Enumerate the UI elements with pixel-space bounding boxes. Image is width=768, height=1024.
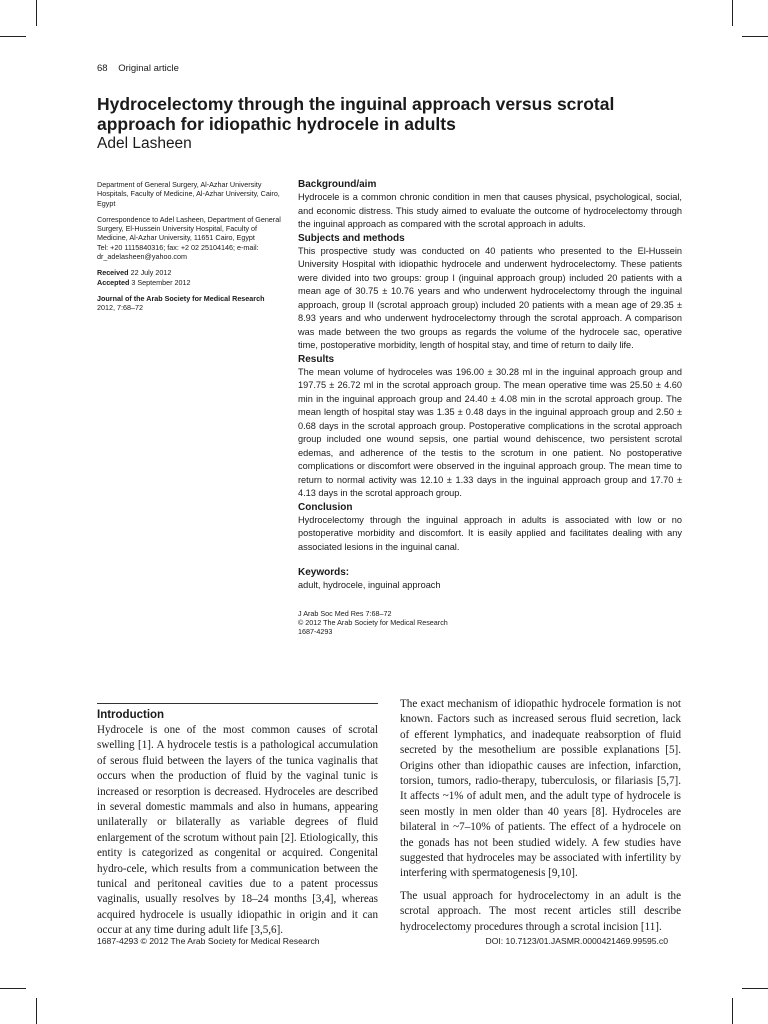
results-heading: Results xyxy=(298,353,335,365)
crop-mark xyxy=(742,36,768,37)
abstract xyxy=(298,178,682,636)
crop-mark xyxy=(742,988,768,989)
crop-mark xyxy=(732,0,733,26)
received-label: Received xyxy=(97,268,129,278)
issn-line: 1687-4293 xyxy=(298,627,333,637)
crop-mark xyxy=(36,0,37,26)
right-column xyxy=(400,697,681,935)
background-text: Hydrocele is a common chronic condition in men that causes physical, psychological, social, and economic distress. This study aimed to evaluate the outcome of hydrocelectomy through the inguinal approach as compared with the scrotal approach in adults. xyxy=(298,192,682,229)
section-divider xyxy=(97,703,378,704)
results-text: The mean volume of hydroceles was 196.00 ± 30.28 ml in the inguinal approach group and 197.75 ± 26.72 ml in the scrotal approach group. The mean operative time was 25.50 ± 4.60 min in the inguinal approach group and 24.40 ± 4.08 min in the scrotal approach group. The mean length of hospital stay was 1.35 ± 0.48 days in the inguinal approach group and 2.50 ± 0.68 days in the scrotal approach group. Postoperative complications in the scrotal approach group included one wound sepsis, one partial wound dehiscence, two persistent scrotal edemas, and adherence of the testis to the scrotum in one patient. No postoperative complications or discomfort were observed in the inguinal approach group. The mean time to return to normal activity was 12.10 ± 1.33 days in the inguinal approach group and 17.70 ± 4.13 days in the scrotal approach group. xyxy=(298,366,682,498)
author-name: Adel Lasheen xyxy=(97,135,192,152)
copyright-line: © 2012 The Arab Society for Medical Research xyxy=(298,617,448,627)
affiliation: Department of General Surgery, Al-Azhar University Hospitals, Faculty of Medicine, Al-Azhar University, Cairo, Egypt xyxy=(97,180,280,208)
crop-mark xyxy=(0,988,26,989)
footer-doi: DOI: 10.7123/01.JASMR.0000421469.99595.c0 xyxy=(485,936,668,946)
introduction-text: Hydrocele is one of the most common causes of scrotal swelling [1]. A hydrocele testis is a pathological accumulation of serous fluid between the layers of the tunica vaginalis that occurs when the production of fluid by the vaginal tunic is increased or resorption is decreased. Hydroceles are described in several domestic mammals and also in humans, appearing unilaterally or bilaterally as variable degrees of fluid enlargement of the scrotum without pain [2]. Etiologically, this entity is categorized as congenital or acquired. Congenital hydro-cele, which results from a communication between the tunical and peritoneal cavities due to a patent processus vaginalis, usually resolves by 18–24 months [3,4], whereas acquired hydrocele is usually idiopathic in origin and it can occur at any time during adult life [3,5,6]. xyxy=(97,724,378,937)
section-label: Original article xyxy=(118,63,179,74)
correspondence-address: Correspondence to Adel Lasheen, Department of General Surgery, El-Hussein University Hospital, Faculty of Medicine, Al-Azhar University, 11651 Cairo, Egypt xyxy=(97,214,281,243)
journal-ref: 2012, 7:68–72 xyxy=(97,303,143,313)
article-title: Hydrocelectomy through the inguinal approach versus scrotal approach for idiopathic hydrocele in adults xyxy=(97,94,615,134)
correspondence xyxy=(97,215,289,261)
crop-mark xyxy=(36,998,37,1024)
journal-name: Journal of the Arab Society for Medical Research xyxy=(97,293,265,303)
crop-mark xyxy=(0,36,26,37)
conclusion-heading: Conclusion xyxy=(298,501,353,513)
running-header xyxy=(97,63,179,74)
keywords-heading: Keywords: xyxy=(298,567,350,578)
journal-info xyxy=(97,294,289,313)
introduction-heading: Introduction xyxy=(97,709,165,721)
crop-mark xyxy=(732,998,733,1024)
methods-heading: Subjects and methods xyxy=(298,232,405,244)
methods-text: This prospective study was conducted on 40 patients who presented to the El-Hussein University Hospital with idiopathic hydrocele and underwent hydrocelectomy. These patients were divided into two groups: group I (inguinal approach group) included 20 patients with a mean age of 30.75 ± 10.76 years and who underwent hydrocelectomy through the inguinal approach, group II (scrotal approach group) included 20 patients with a mean age of 29.35 ± 8.93 years and who underwent hydrocelectomy through the scrotal approach. A comparison was made between the two groups as regards the volume of the hydrocele sac, operative time, postoperative morbidity, length of hospital stay, and time of return to daily life. xyxy=(298,245,682,350)
accepted-label: Accepted xyxy=(97,277,130,287)
page-number: 68 xyxy=(97,63,108,74)
footer-copyright: 1687-4293 © 2012 The Arab Society for Medical Research xyxy=(97,936,320,946)
dates xyxy=(97,268,289,287)
keywords-text: adult, hydrocele, inguinal approach xyxy=(298,580,441,590)
article-info-sidebar xyxy=(97,180,289,320)
conclusion-text: Hydrocelectomy through the inguinal approach in adults is associated with low or no postoperative morbidity and discomfort. It is easily applied and facilitates dealing with any associated lesions in the inguinal canal. xyxy=(298,514,682,552)
contact-info: Tel: +20 1115840316; fax: +2 02 25104146; e-mail: dr_adelasheen@yahoo.com xyxy=(97,242,259,262)
accepted-date: 3 September 2012 xyxy=(131,277,191,287)
introduction-section xyxy=(97,708,378,939)
received-date: 22 July 2012 xyxy=(130,268,172,278)
citation-block xyxy=(298,609,682,637)
body-paragraph: The usual approach for hydrocelectomy in an adult is the scrotal approach. The most recent articles still describe hydrocelectomy procedures through a scrotal incision [11]. xyxy=(400,889,681,933)
background-heading: Background/aim xyxy=(298,179,377,190)
body-paragraph: The exact mechanism of idiopathic hydrocele formation is not known. Factors such as increased serous fluid secretion, lack of efferent lymphatics, and inadequate reabsorption of fluid secreted by the mesothelium are possible explanations [5]. Origins other than idiopathic causes are infection, infarction, torsion, tumors, radio-therapy, tuberculosis, or filariasis [5,7]. It affects ~1% of adult men, and the adult type of hydrocele is seen mostly in men older than 40 years [8]. Hydroceles are bilateral in ~7–10% of patients. The effect of a hydrocele on the gonads has not been studied widely. A few studies have suggested that hydroceles may be associated with infertility by interfering with spermatogenesis [9,10]. xyxy=(400,698,681,880)
citation-line: J Arab Soc Med Res 7:68–72 xyxy=(298,608,392,618)
